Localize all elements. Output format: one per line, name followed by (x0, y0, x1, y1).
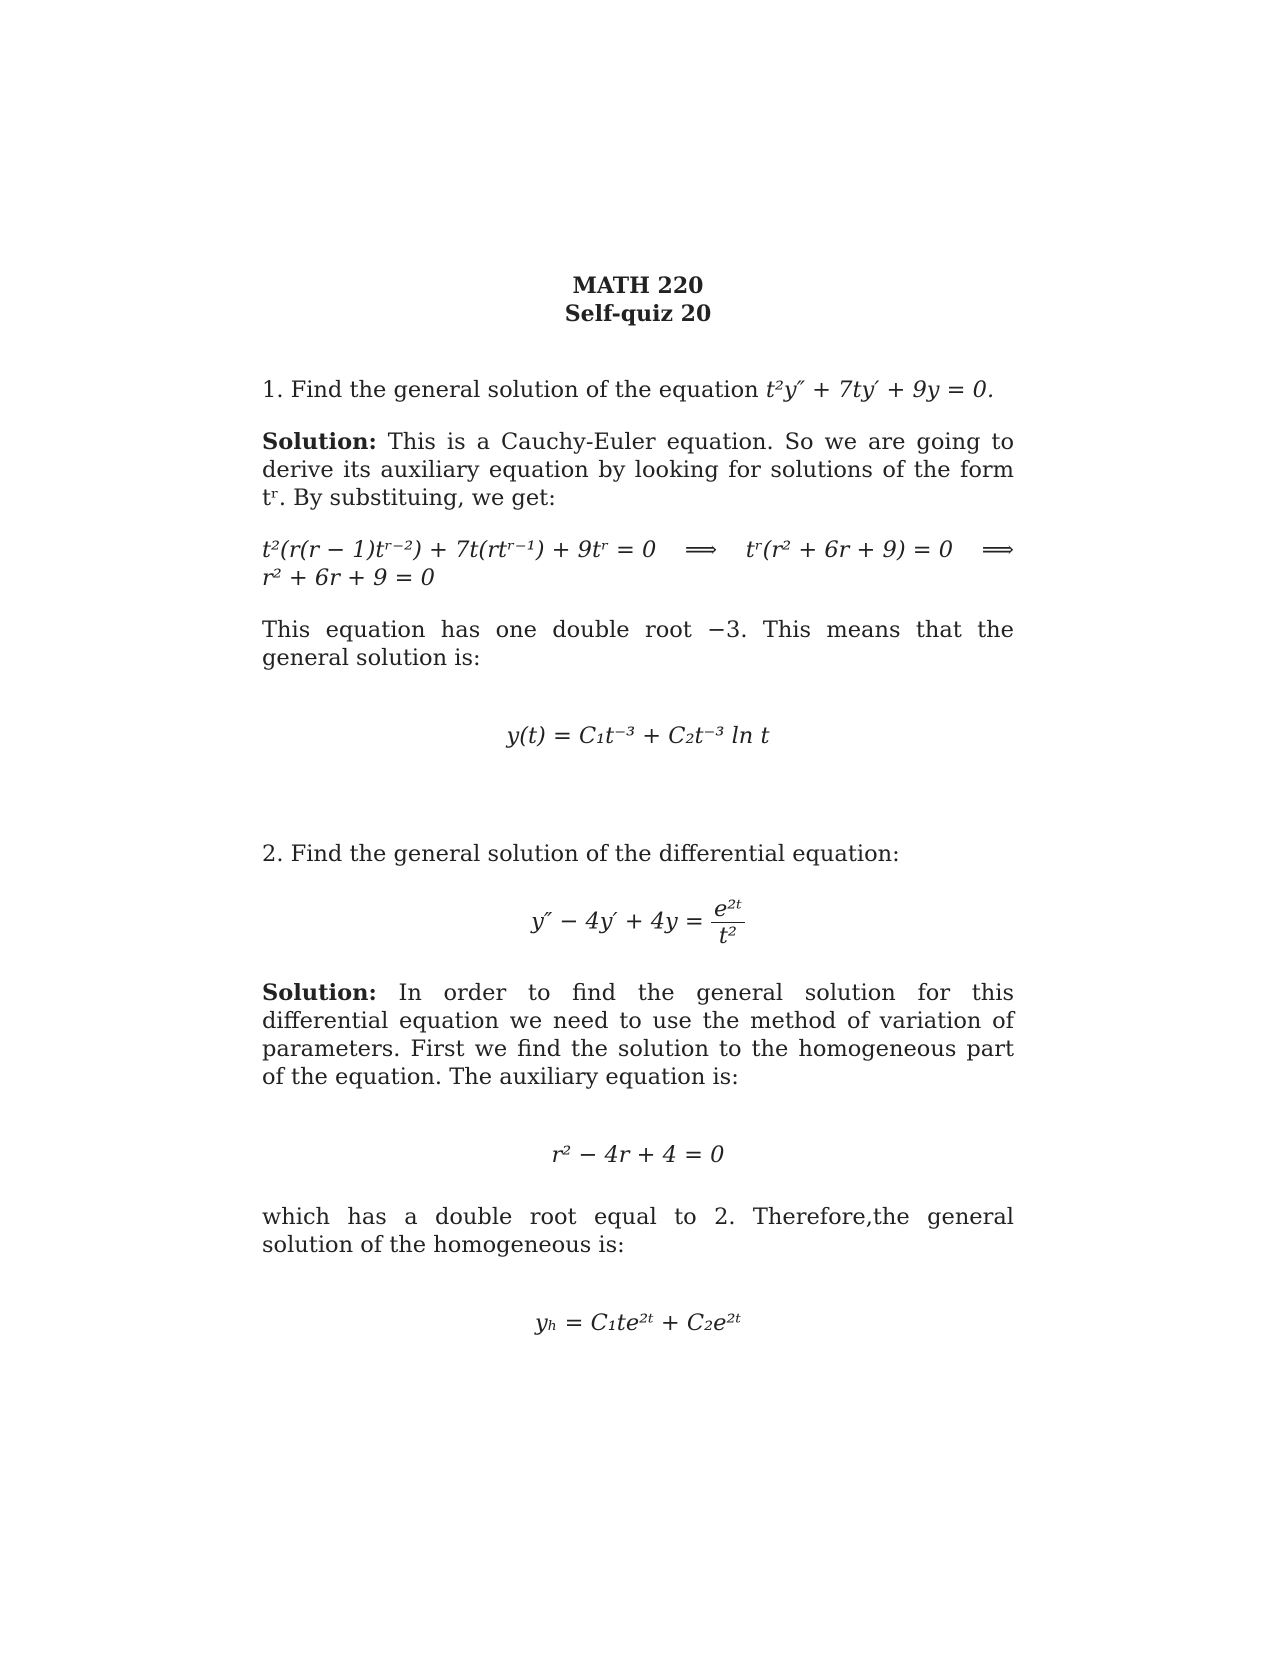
problem2-prompt: 2. Find the general solution of the differential equation: (262, 841, 900, 867)
problem1-prompt-text: 1. Find the general solution of the equation (262, 377, 759, 403)
problem1-prompt (262, 376, 1014, 404)
problem2-equation-lhs: y″ − 4y′ + 4y = (531, 908, 704, 935)
problem1-general-solution: y(t) = C₁t⁻³ + C₂t⁻³ ln t (506, 723, 770, 749)
problem1-solution-label: Solution: (262, 429, 377, 455)
problem2-solution-text: In order to find the general solution for this differential equation we need to use the method of variation of parameters. First we find the solution to the homogeneous part of the equation. The auxiliary equation is: (262, 980, 1014, 1090)
problem2-root-text: which has a double root equal to 2. Therefore,the general solution of the homogeneous is: (262, 1204, 1014, 1258)
problem2-auxiliary-equation: r² − 4r + 4 = 0 (551, 1142, 725, 1168)
problem2-solution-label: Solution: (262, 980, 377, 1006)
quiz-title: Self-quiz 20 (564, 301, 712, 327)
problem1-solution-text: This is a Cauchy-Euler equation. So we are going to derive its auxiliary equation by looking for solutions of the form tʳ. By substituing, we get: (262, 429, 1014, 511)
fraction-numerator: e²ᵗ (711, 896, 745, 923)
problem2-solution (262, 979, 1014, 1091)
problem1-derivation-line2: r² + 6r + 9 = 0 (262, 565, 435, 591)
problem1-derivation (262, 536, 1014, 564)
implies-arrow-2: ⟹ (981, 537, 1014, 563)
problem2-equation (262, 896, 1014, 949)
problem1-equation: t²y″ + 7ty′ + 9y = 0. (765, 377, 995, 403)
problem2-homogeneous-solution: yₕ = C₁te²ᵗ + C₂e²ᵗ (534, 1310, 742, 1336)
problem1-root-text: This equation has one double root −3. This means that the general solution is: (262, 617, 1014, 671)
implies-arrow-1: ⟹ (684, 537, 718, 563)
problem2-equation-fraction (711, 896, 745, 949)
derivation-part1: t²(r(r − 1)tʳ⁻²) + 7t(rtʳ⁻¹) + 9tʳ = 0 (262, 537, 657, 563)
document-page (262, 272, 1014, 1337)
fraction-denominator: t² (718, 923, 737, 949)
course-title: MATH 220 (572, 273, 704, 299)
problem1-solution (262, 428, 1014, 512)
derivation-part3: tʳ(r² + 6r + 9) = 0 (745, 537, 954, 563)
